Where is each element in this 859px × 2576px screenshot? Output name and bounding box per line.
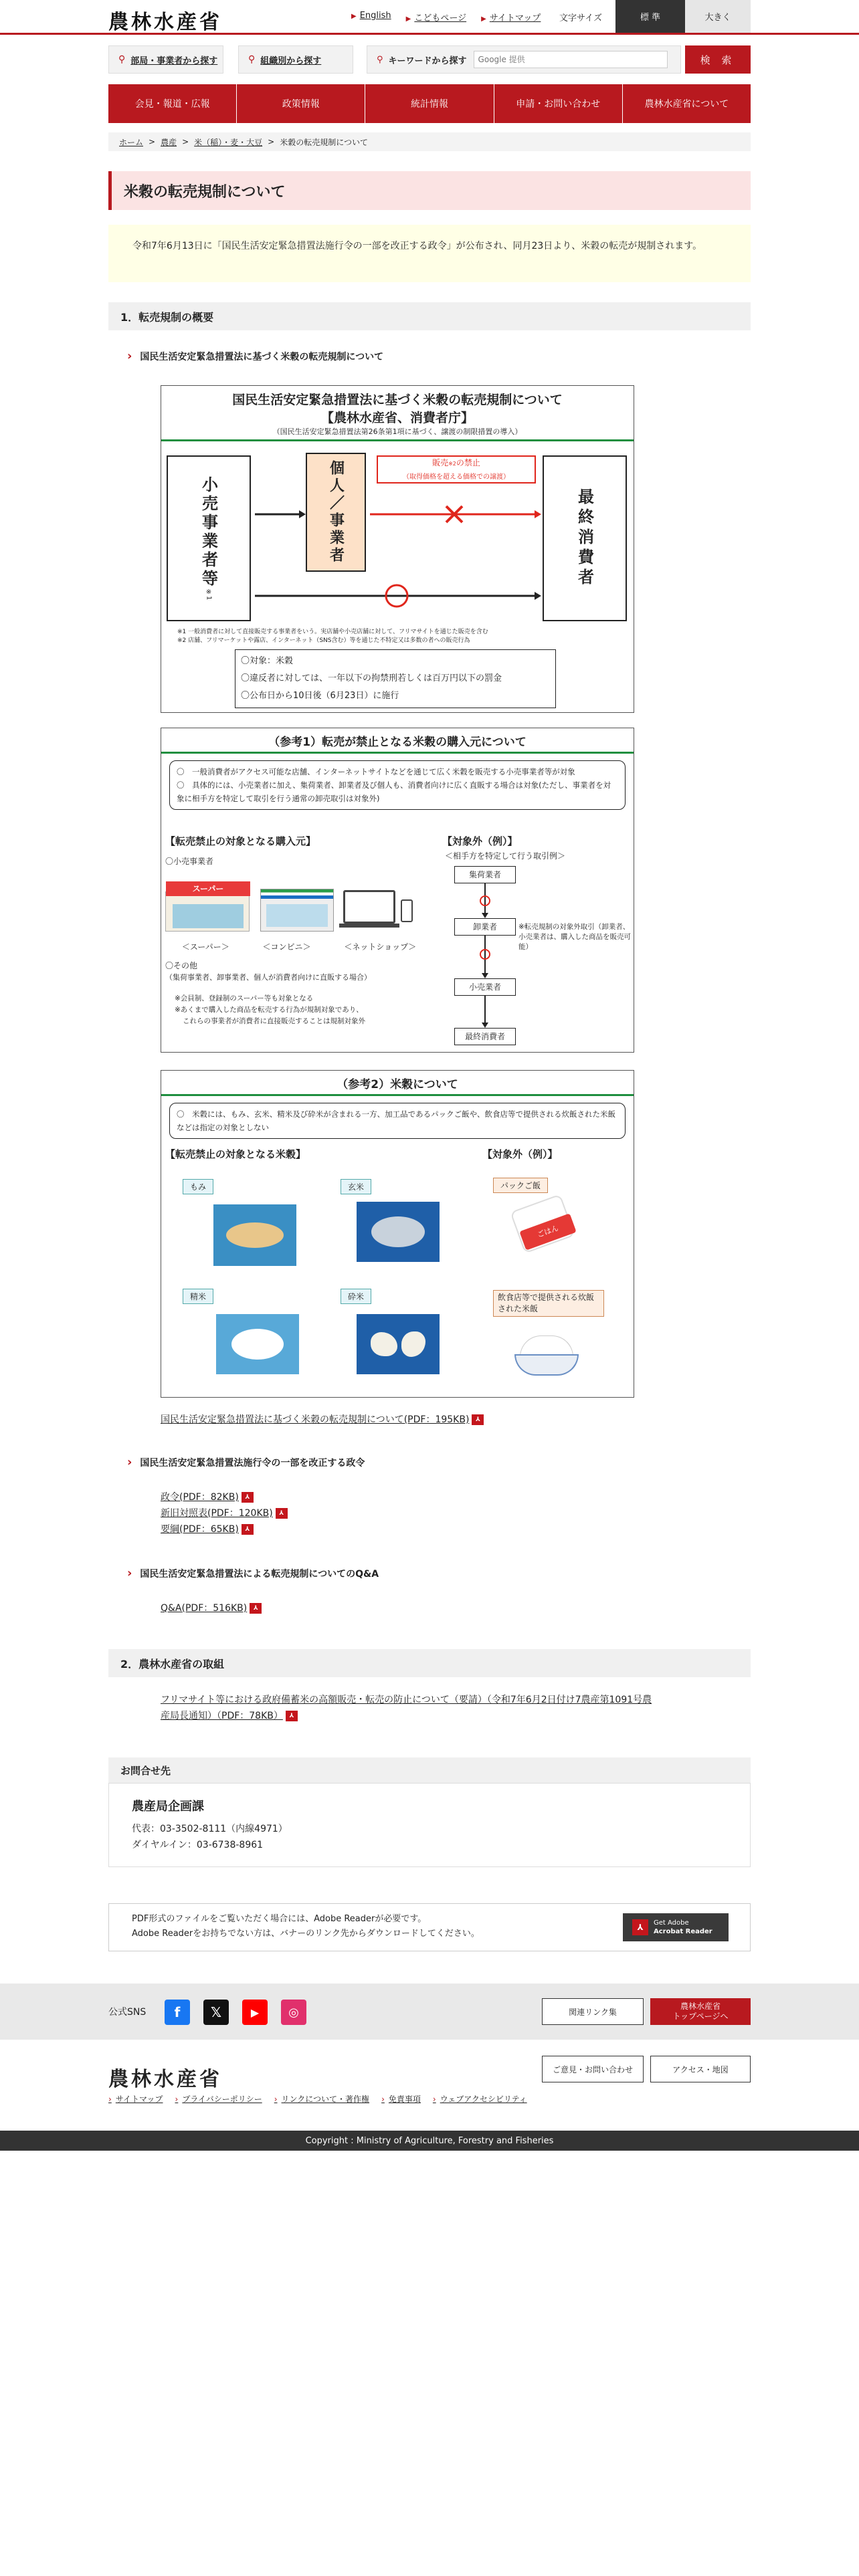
search-by-office-button[interactable]: ⚲ 部局・事業者から探す	[108, 45, 223, 74]
pdf-icon: ⅄	[276, 1508, 288, 1519]
kids-link[interactable]: ▶ こどもページ	[405, 13, 467, 23]
flow-wholesaler: 卸業者	[454, 918, 516, 936]
font-standard-button[interactable]: 標 準	[615, 0, 685, 33]
rice-bowl-icon	[514, 1335, 579, 1377]
global-nav	[108, 84, 751, 123]
arrow-icon: ▶	[405, 15, 411, 23]
breadcrumb-rice[interactable]: 米（稲）・麦・大豆	[194, 137, 263, 147]
footer-link-accessibility[interactable]: › ウェブアクセシビリティ	[433, 2093, 527, 2105]
figure-title: （参考2）米穀について	[337, 1078, 458, 1091]
access-map-button[interactable]: アクセス・地図	[650, 2056, 751, 2082]
contact-dial: ダイヤルイン：03-6738-8961	[132, 1840, 264, 1850]
arrow-icon: ▶	[481, 15, 486, 23]
flow-note: ※転売規制の対象外取引（卸業者、小売業者は、購入した商品を販売可能）	[518, 923, 631, 951]
intro-text: 令和7年6月13日に「国民生活安定緊急措置法施行令の一部を改正する政令」が公布され、同月23日より、米穀の転売が規制されます。	[108, 225, 751, 282]
pdf-icon: ⅄	[286, 1711, 298, 1721]
nav-press[interactable]: 会見・報道・広報	[108, 84, 237, 123]
nav-policy[interactable]: 政策情報	[237, 84, 365, 123]
breadcrumb-separator: >	[268, 137, 275, 146]
outline-pdf-link[interactable]: 要綱(PDF：65KB) ⅄	[161, 1522, 254, 1535]
site-logo[interactable]: 農林水産省	[108, 11, 222, 34]
momi-image	[213, 1204, 296, 1266]
search-input[interactable]	[474, 51, 668, 68]
keyword-search: ⚲ キーワードから探す Google 提供	[367, 45, 681, 74]
related-links-button[interactable]: 関連リンク集	[542, 1998, 644, 2025]
pack-rice-icon: ごはん	[509, 1195, 576, 1254]
rice-scope-box: 〇 米穀には、もみ、玄米、精米及び砕米が含まれる一方、加工品であるパックご飯や、飲食店等で提供される炊飯された米飯などは指定の対象としない	[169, 1103, 626, 1139]
page-title: 米穀の転売規制について	[108, 171, 751, 210]
comparison-table-pdf-link[interactable]: 新旧対照表(PDF：120KB) ⅄	[161, 1506, 288, 1519]
rice-target-heading: 【転売禁止の対象となる米穀】	[165, 1148, 306, 1160]
scope-box: 〇 一般消費者がアクセス可能な店舗、インターネットサイトなどを通じて広く米穀を販売する小売事業者等が対象 〇 具体的には、小売業者に加え、集荷業者、卸業者及び個人も、消費者向けに広く直販する場合は対象(ただし、事業者を対象に相手方を特定して取引を行う通常の卸売取引は対象外)	[169, 760, 626, 810]
purchase-notes: ※会員制、登録制のスーパー等も対象となる ※あくまで購入した商品を転売する行為が規制対象であり、 これらの事業者が消費者に直接販売することは規制対象外	[175, 994, 365, 1025]
breadcrumb-separator: >	[182, 137, 189, 146]
genmai-image	[357, 1202, 440, 1262]
figure-subtitle: （国民生活安定緊急措置法第26条第1項に基づく、譲渡の制限措置の導入）	[272, 427, 522, 436]
breadcrumb-separator: >	[149, 137, 156, 146]
figure-regulation-overview	[161, 385, 634, 713]
divider	[161, 752, 634, 754]
contact-heading: お問合せ先	[108, 1757, 751, 1783]
top-page-button[interactable]: 農林水産省 トップページへ	[650, 1998, 751, 2025]
nav-application[interactable]: 申請・お問い合わせ	[494, 84, 623, 123]
label-pack-rice: パックご飯	[493, 1178, 548, 1193]
label-genmai: 玄米	[341, 1179, 371, 1194]
search-button[interactable]: 検 索	[685, 45, 751, 74]
figure-title: 国民生活安定緊急措置法に基づく米穀の転売規制について	[232, 393, 563, 407]
divider	[161, 1094, 634, 1096]
adobe-icon: ⅄	[632, 1919, 648, 1935]
qa-pdf-link[interactable]: Q&A(PDF：516KB) ⅄	[161, 1601, 262, 1614]
rice-exempt-heading: 【対象外（例）】	[482, 1148, 558, 1160]
section-heading: 2．農林水産省の取組	[108, 1649, 751, 1677]
label-cooked-rice: 飲食店等で提供される炊飯された米飯	[493, 1290, 604, 1317]
flow-heading: ＜相手方を特定して行う取引例＞	[445, 851, 566, 861]
english-link[interactable]: ▶ English	[351, 11, 391, 21]
breadcrumb-nousan[interactable]: 農産	[161, 137, 177, 147]
youtube-icon[interactable]: ▶	[242, 2000, 268, 2025]
breadcrumb	[108, 132, 751, 151]
font-size-label: 文字サイズ	[559, 13, 602, 23]
pdf-icon: ⅄	[242, 1492, 254, 1503]
facebook-icon[interactable]: f	[165, 2000, 190, 2025]
arrow-icon: ▶	[351, 13, 357, 20]
convenience-store-icon	[260, 889, 334, 932]
subheading: › 国民生活安定緊急措置法施行令の一部を改正する政令	[127, 1455, 365, 1469]
contact-tel: 代表：03-3502-8111（内線4971）	[132, 1824, 288, 1834]
adobe-notice: PDF形式のファイルをご覧いただく場合には、Adobe Readerが必要です。 Adobe Readerをお持ちでない方は、バナーのリンク先からダウンロードしてください。 ⅄ Get Adobe Acrobat Reader	[108, 1903, 751, 1951]
nav-about[interactable]: 農林水産省について	[644, 99, 729, 110]
footer-links	[108, 2093, 527, 2105]
pdf-icon: ⅄	[250, 1603, 262, 1614]
saimai-image	[357, 1314, 440, 1374]
subheading: › 国民生活安定緊急措置法に基づく米穀の転売規制について	[127, 349, 383, 363]
cabinet-order-pdf-link[interactable]: 政令(PDF：82KB) ⅄	[161, 1490, 254, 1503]
copyright: Copyright : Ministry of Agriculture, Forestry and Fisheries	[0, 2131, 859, 2151]
footer-link-copyright[interactable]: › リンクについて・著作権	[274, 2093, 369, 2105]
ban-callout: 販売※2の禁止 （取得価格を超える価格での譲渡）	[377, 455, 536, 484]
sns-label: 公式SNS	[108, 2007, 147, 2018]
contact-dept: 農産局企画課	[132, 1800, 204, 1814]
x-icon[interactable]: 𝕏	[203, 2000, 229, 2025]
target-heading: 【転売禁止の対象となる購入元】	[165, 835, 316, 847]
breadcrumb-home[interactable]: ホーム	[119, 137, 144, 147]
flow-retailer: 小売業者	[454, 978, 516, 996]
other-label: 〇その他 （集荷事業者、卸事業者、個人が消費者向けに直販する場合）	[165, 961, 371, 982]
contact-box	[108, 1783, 751, 1867]
pdf-icon: ⅄	[472, 1414, 484, 1425]
individual-box: 個人／事業者	[306, 453, 366, 572]
label-seimai: 精米	[183, 1289, 213, 1304]
retailer-box: 小売事業者等 ※1	[167, 455, 251, 621]
figure-purchase-source	[161, 728, 634, 1053]
conditions-box: 〇対象：米穀 〇違反者に対しては、一年以下の拘禁刑若しくは百万円以下の罰金 〇公布日から10日後（6月23日）に施行	[235, 649, 556, 708]
sitemap-link[interactable]: ▶ サイトマップ	[481, 13, 541, 23]
search-icon: ⚲	[377, 54, 383, 65]
footer-link-sitemap[interactable]: › サイトマップ	[108, 2093, 163, 2105]
shop-labels: ＜スーパー＞ ＜コンビニ＞ ＜ネットショップ＞	[181, 942, 417, 952]
regulation-pdf-link[interactable]: 国民生活安定緊急措置法に基づく米穀の転売規制について(PDF：195KB) ⅄	[161, 1412, 484, 1426]
pdf-icon: ⅄	[242, 1524, 254, 1535]
search-icon: ⚲	[248, 54, 256, 65]
footer-link-disclaimer[interactable]: › 免責事項	[381, 2093, 421, 2105]
subheading: › 国民生活安定緊急措置法による転売規制についてのQ&A	[127, 1566, 379, 1580]
notice-pdf-link[interactable]: フリマサイト等における政府備蓄米の高額販売・転売の防止について（要請）（令和7年6月2日付け7農産第1091号農 産局長通知）（PDF：78KB） ⅄	[161, 1695, 652, 1721]
figure-notes: ※1 一般消費者に対して直接販売する事業者をいう。実店舗や小売店舗に対して、フリマサイトを通じた販売を含む ※2 店舗、フリマーケットや露店、インターネット（SNS含む）等を通じた不特定又は多数の者への販売行為	[177, 629, 488, 644]
exempt-heading: 【対象外（例）】	[442, 835, 518, 847]
flow-arrows	[161, 386, 634, 640]
instagram-icon[interactable]: ◎	[281, 2000, 306, 2025]
footer-logo[interactable]: 農林水産省	[108, 2068, 222, 2091]
seimai-image	[216, 1314, 299, 1374]
label-saimai: 砕米	[341, 1289, 371, 1304]
font-large-button[interactable]: 大きく	[685, 0, 751, 33]
adobe-reader-banner[interactable]: ⅄ Get Adobe Acrobat Reader	[623, 1913, 729, 1941]
figure-rice-definition	[161, 1070, 634, 1398]
footer-link-privacy[interactable]: › プライバシーポリシー	[175, 2093, 262, 2105]
flow-consumer: 最終消費者	[454, 1028, 516, 1045]
search-icon: ⚲	[118, 54, 126, 65]
nav-statistics[interactable]: 統計情報	[365, 84, 494, 123]
figure-title: （参考1）転売が禁止となる米穀の購入元について	[268, 736, 527, 749]
consumer-box: 最終消費者	[543, 455, 627, 621]
label-momi: もみ	[183, 1179, 213, 1194]
search-by-org-button[interactable]: ⚲ 組織別から探す	[238, 45, 353, 74]
supermarket-icon: スーパー	[165, 891, 250, 932]
figure-title-agency: 【農林水産省、消費者庁】	[320, 411, 474, 425]
retail-label: 〇小売事業者	[165, 857, 214, 866]
laptop-phone-icon	[343, 890, 407, 932]
flow-collector: 集荷業者	[454, 866, 516, 883]
section-heading: 1．転売規制の概要	[108, 302, 751, 330]
contact-button[interactable]: ご意見・お問い合わせ	[542, 2056, 644, 2082]
flow-down-arrows	[476, 883, 502, 1028]
breadcrumb-current: 米穀の転売規制について	[280, 137, 368, 147]
utility-links	[351, 11, 541, 23]
